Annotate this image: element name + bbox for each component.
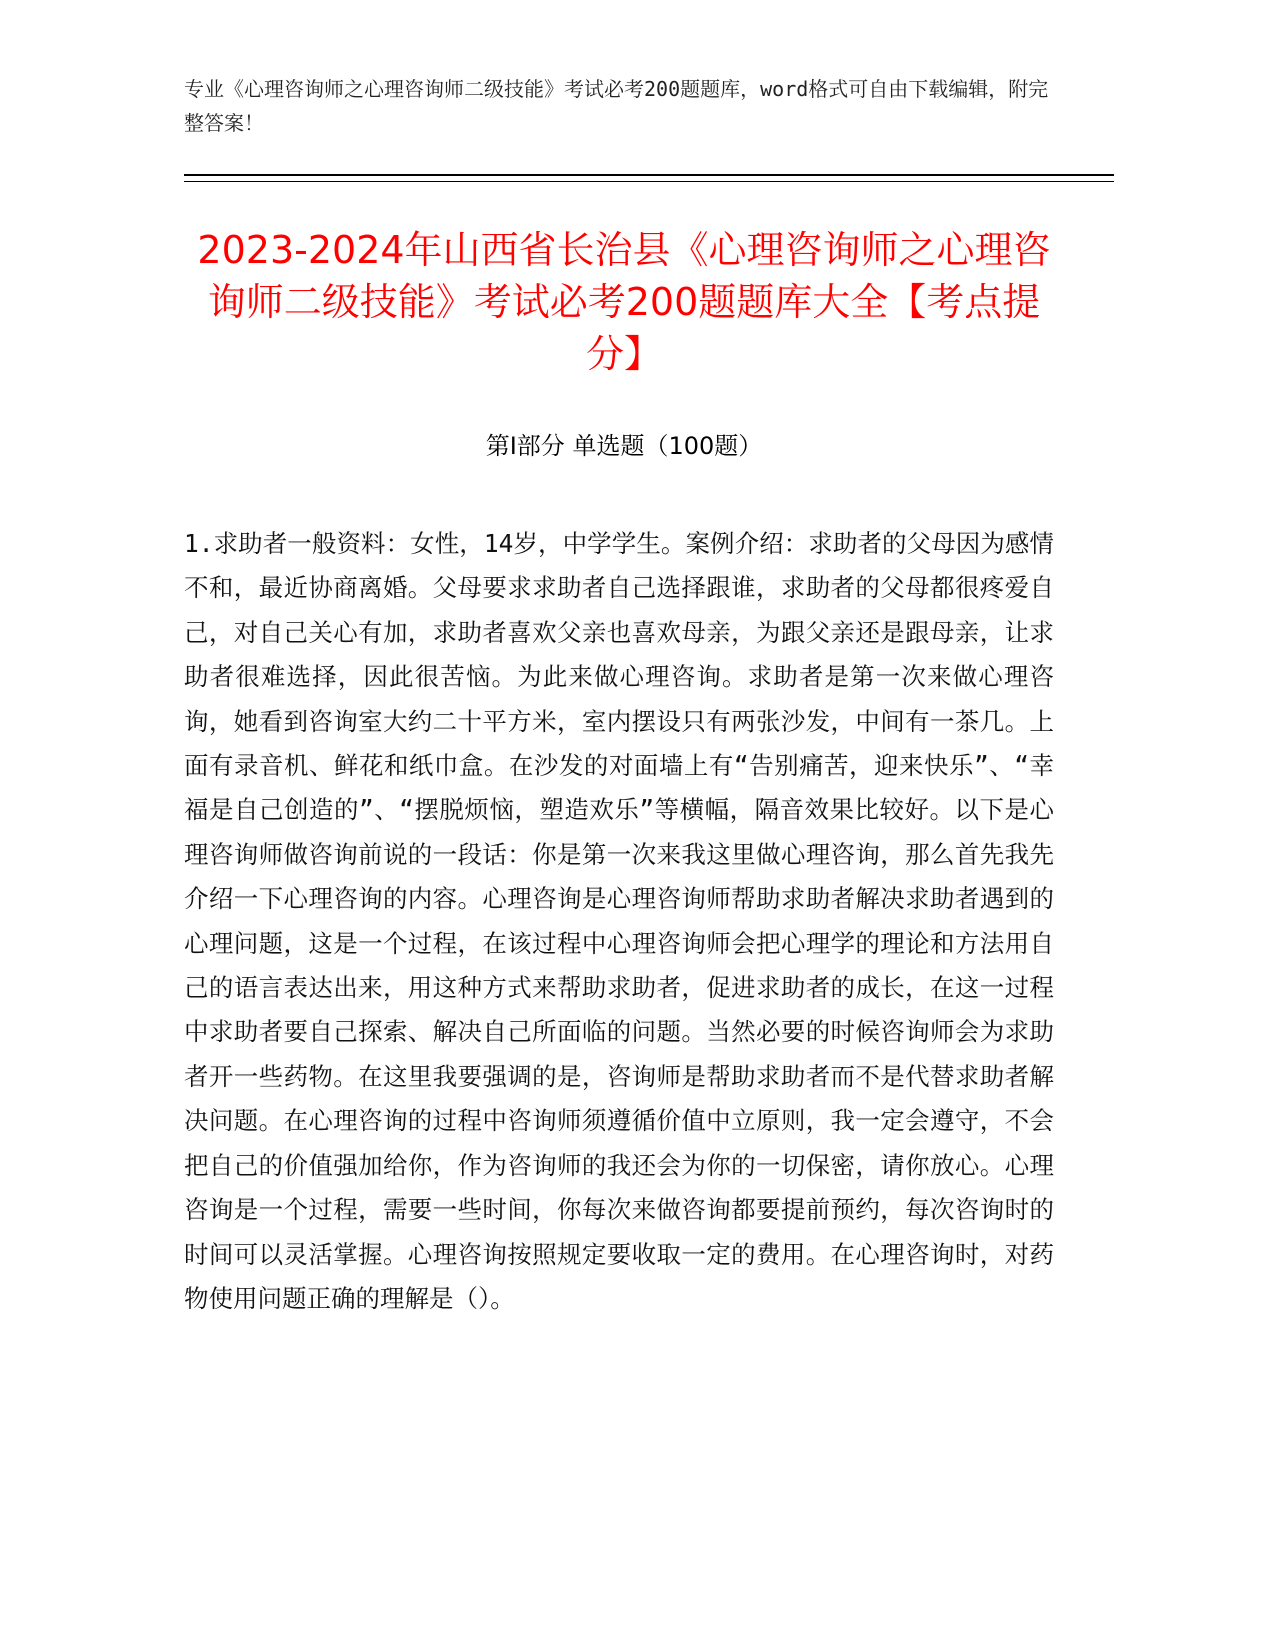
question-text: 1.求助者一般资料：女性，14岁，中学学生。案例介绍：求助者的父母因为感情不和，最近协商离婚。父母要求求助者自己选择跟谁，求助者的父母都很疼爱自己，对自己关心有加，求助者喜欢父亲也喜欢母亲，为跟父亲还是跟母亲，让求助者很难选择，因此很苦恼。为此来做心理咨询。求助者是第一次来做心理咨询，她看到咨询室大约二十平方米，室内摆设只有两张沙发，中间有一茶几。上面有录音机、鲜花和纸巾盒。在沙发的对面墙上有“告别痛苦，迎来快乐”、“幸福是自己创造的”、“摆脱烦恼，塑造欢乐”等横幅，隔音效果比较好。以下是心理咨询师做咨询前说的一段话：你是第一次来我这里做心理咨询，那么首先我先介绍一下心理咨询的内容。心理咨询是心理咨询师帮助求助者解决求助者遇到的心理问题，这是一个过程，在该过程中心理咨询师会把心理学的理论和方法用自己的语言表达出来，用这种方式来帮助求助者，促进求助者的成长，在这一过程中求助者要自己探索、解决自己所面临的问题。当然必要的时候咨询师会为求助者开一些药物。在这里我要强调的是，咨询师是帮助求助者而不是代替求助者解决问题。在心理咨询的过程中咨询师须遵循价值中立原则，我一定会遵守，不会把自己的价值强加给你，作为咨询师的我还会为你的一切保密，请你放心。心理咨询是一个过程，需要一些时间，你每次来做咨询都要提前预约，每次咨询时的时间可以灵活掌握。心理咨询按照规定要收取一定的费用。在心理咨询时，对药物使用问题正确的理解是（）。 — [184, 529, 1054, 1313]
header-note: 专业《心理咨询师之心理咨询师二级技能》考试必考200题题库，word格式可自由下载编辑，附完整答案！ — [184, 77, 1049, 135]
header-rule-thin — [184, 181, 1114, 182]
header-rule-thick — [184, 174, 1114, 176]
document-title: 2023-2024年山西省长治县《心理咨询师之心理咨询师二级技能》考试必考200题题库大全【考点提分】 — [197, 228, 1051, 376]
section-heading: 第Ⅰ部分 单选题（100题） — [485, 432, 763, 460]
